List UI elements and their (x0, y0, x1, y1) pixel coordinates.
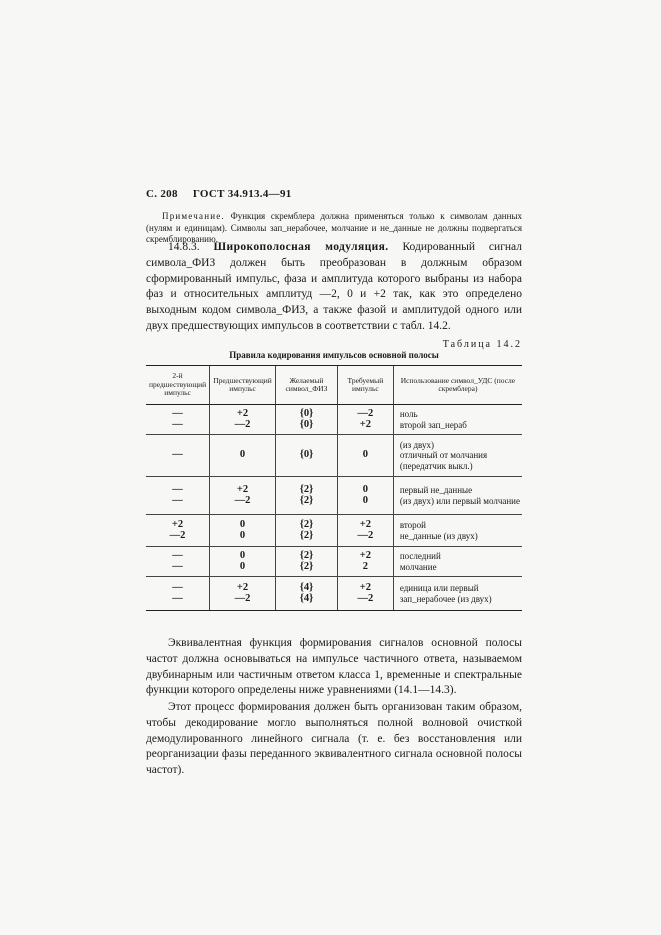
table-cell-c1 (146, 515, 210, 547)
cell-line: 0 (239, 529, 246, 541)
cell-line: не_данные (из двух) (399, 530, 478, 541)
header-prev: Предшествующий импульс (210, 366, 276, 405)
table-cell-c5 (393, 435, 522, 477)
cell-line: — (172, 550, 183, 561)
cell-line: первый не_данные (399, 485, 473, 495)
table-cell-c2 (210, 547, 276, 577)
table-cell-c3 (275, 405, 337, 435)
cell-line: 0 (362, 494, 368, 506)
cell-line: — (172, 494, 183, 506)
note-text: Функция скремблера должна применяться только к символам данных (нулям и единицам). Символы зап_нерабочее, молчание и не_данные не должны подвергаться скремблированию. (146, 211, 522, 244)
section-number: 14.8.3. (168, 241, 200, 253)
cell-line: —2 (234, 418, 251, 430)
encoding-table (146, 365, 522, 611)
cell-line: — (172, 560, 183, 572)
cell-line: 0 (362, 484, 368, 495)
table-cell-c5 (393, 405, 522, 435)
table-cell-c2 (210, 577, 276, 611)
cell-line: 0 (239, 550, 246, 561)
table-cell-c5 (393, 577, 522, 611)
cell-line: +2 (236, 408, 249, 419)
table-cell-c2 (210, 435, 276, 477)
section-14-8-3 (146, 240, 522, 335)
table-cell-c2 (210, 405, 276, 435)
cell-line: — (172, 408, 183, 419)
cell-line: {0} (299, 418, 314, 430)
page-header (146, 188, 304, 200)
cell-line: 0 (239, 519, 246, 530)
cell-line: —2 (234, 494, 251, 506)
table-cell-c5 (393, 515, 522, 547)
section-title: Широкополосная модуляция. (213, 241, 389, 253)
cell-line: отличный от молчания (399, 450, 488, 461)
cell-line: 0 (239, 560, 246, 572)
cell-line: 0 (239, 449, 246, 461)
header-usage: Использование символ_УДС (после скремблера) (393, 366, 522, 405)
cell-line: — (172, 449, 183, 461)
document-code: ГОСТ 34.913.4—91 (192, 188, 292, 200)
table-cell-c5 (393, 547, 522, 577)
section-text: Кодированный сигнал символа_ФИЗ должен быть преобразован в должным образом сформированный импульс, фаза и амплитуда которого выбраны из набора фаз и относительных амплитуд —2, 0 и +2 так, как это определено выходным кодом символа_ФИЗ, а также фазой и амплитудой одного или двух предшествующих импульсов в соответствии с табл. 14.2. (146, 241, 523, 332)
cell-line: — (172, 592, 183, 604)
table-row (146, 515, 522, 547)
cell-line: — (172, 484, 183, 495)
table-title: Правила кодирования импульсов основной полосы (229, 350, 439, 360)
cell-line: —2 (234, 592, 251, 604)
table-header-row (146, 366, 522, 405)
cell-line: (из двух) или первый молчание (399, 495, 520, 506)
table-cell-c4 (337, 577, 393, 611)
cell-line: {2} (299, 519, 314, 530)
cell-line: {4} (299, 592, 314, 604)
paragraph-2: Этот процесс формирования должен быть организован таким образом, чтобы декодирование могло выполняться полной волновой очисткой демодулированного линейного сигнала (т. е. без восстановления или реорганизации фазы переданного эквивалентного сигнала основной полосы частот). (146, 701, 522, 777)
cell-line: последний (399, 551, 441, 561)
table-cell-c4 (337, 547, 393, 577)
cell-line: —2 (357, 592, 374, 604)
cell-line: (из двух) (399, 439, 434, 450)
cell-line: {2} (299, 484, 314, 495)
table-cell-c1 (146, 477, 210, 515)
header-symbol: Желаемый символ_ФИЗ (275, 366, 337, 405)
cell-line: второй зап_нераб (399, 419, 467, 430)
cell-line: — (172, 418, 183, 430)
cell-line: {0} (299, 408, 314, 419)
table-cell-c3 (275, 547, 337, 577)
cell-line: 2 (362, 560, 368, 572)
cell-line: {4} (299, 582, 314, 593)
table-row (146, 477, 522, 515)
cell-line: {0} (299, 449, 314, 461)
table-cell-c1 (146, 405, 210, 435)
table-row (146, 547, 522, 577)
table-cell-c1 (146, 435, 210, 477)
table-caption: Таблица 14.2 (442, 339, 522, 350)
note-label: Примечание. (162, 211, 225, 221)
table-cell-c3 (275, 515, 337, 547)
header-second-prev: 2-й предшествующий импульс (146, 366, 210, 405)
table-cell-c2 (210, 477, 276, 515)
cell-line: ноль (399, 409, 418, 419)
cell-line: +2 (171, 519, 184, 530)
table-cell-c3 (275, 435, 337, 477)
table-cell-c5 (393, 477, 522, 515)
cell-line: 0 (362, 449, 368, 461)
cell-line: {2} (299, 550, 314, 561)
table-cell-c4 (337, 405, 393, 435)
cell-line: —2 (357, 529, 374, 541)
cell-line: —2 (169, 529, 186, 541)
table-row (146, 435, 522, 477)
cell-line: молчание (399, 561, 437, 572)
header-required: Требуемый импульс (337, 366, 393, 405)
paragraph-1: Эквивалентная функция формирования сигналов основной полосы частот должна основываться на импульсе частичного ответа, называемом двубинарным или частичным ответом класса 1, временные и спектральные функции которого определены ниже уравнениями (14.1—14.3). (146, 637, 522, 697)
table-cell-c3 (275, 477, 337, 515)
table-cell-c1 (146, 577, 210, 611)
cell-line: единица или первый (399, 583, 479, 593)
table-cell-c2 (210, 515, 276, 547)
cell-line: {2} (299, 529, 314, 541)
cell-line: +2 (359, 550, 371, 561)
cell-line: +2 (236, 484, 249, 495)
cell-line: второй (399, 520, 426, 530)
cell-line: +2 (359, 519, 371, 530)
table-cell-c4 (337, 515, 393, 547)
cell-line: {2} (299, 560, 314, 572)
cell-line: (передатчик выкл.) (399, 460, 473, 471)
table-cell-c4 (337, 435, 393, 477)
cell-line: —2 (357, 408, 374, 419)
cell-line: +2 (359, 418, 371, 430)
cell-line: — (172, 582, 183, 593)
cell-line: зап_нерабочее (из двух) (399, 593, 492, 604)
cell-line: +2 (359, 582, 371, 593)
table-cell-c1 (146, 547, 210, 577)
table-cell-c4 (337, 477, 393, 515)
table-row (146, 405, 522, 435)
cell-line: {2} (299, 494, 314, 506)
cell-line: +2 (236, 582, 249, 593)
table-cell-c3 (275, 577, 337, 611)
table-row (146, 577, 522, 611)
page-number: С. 208 (146, 188, 178, 200)
